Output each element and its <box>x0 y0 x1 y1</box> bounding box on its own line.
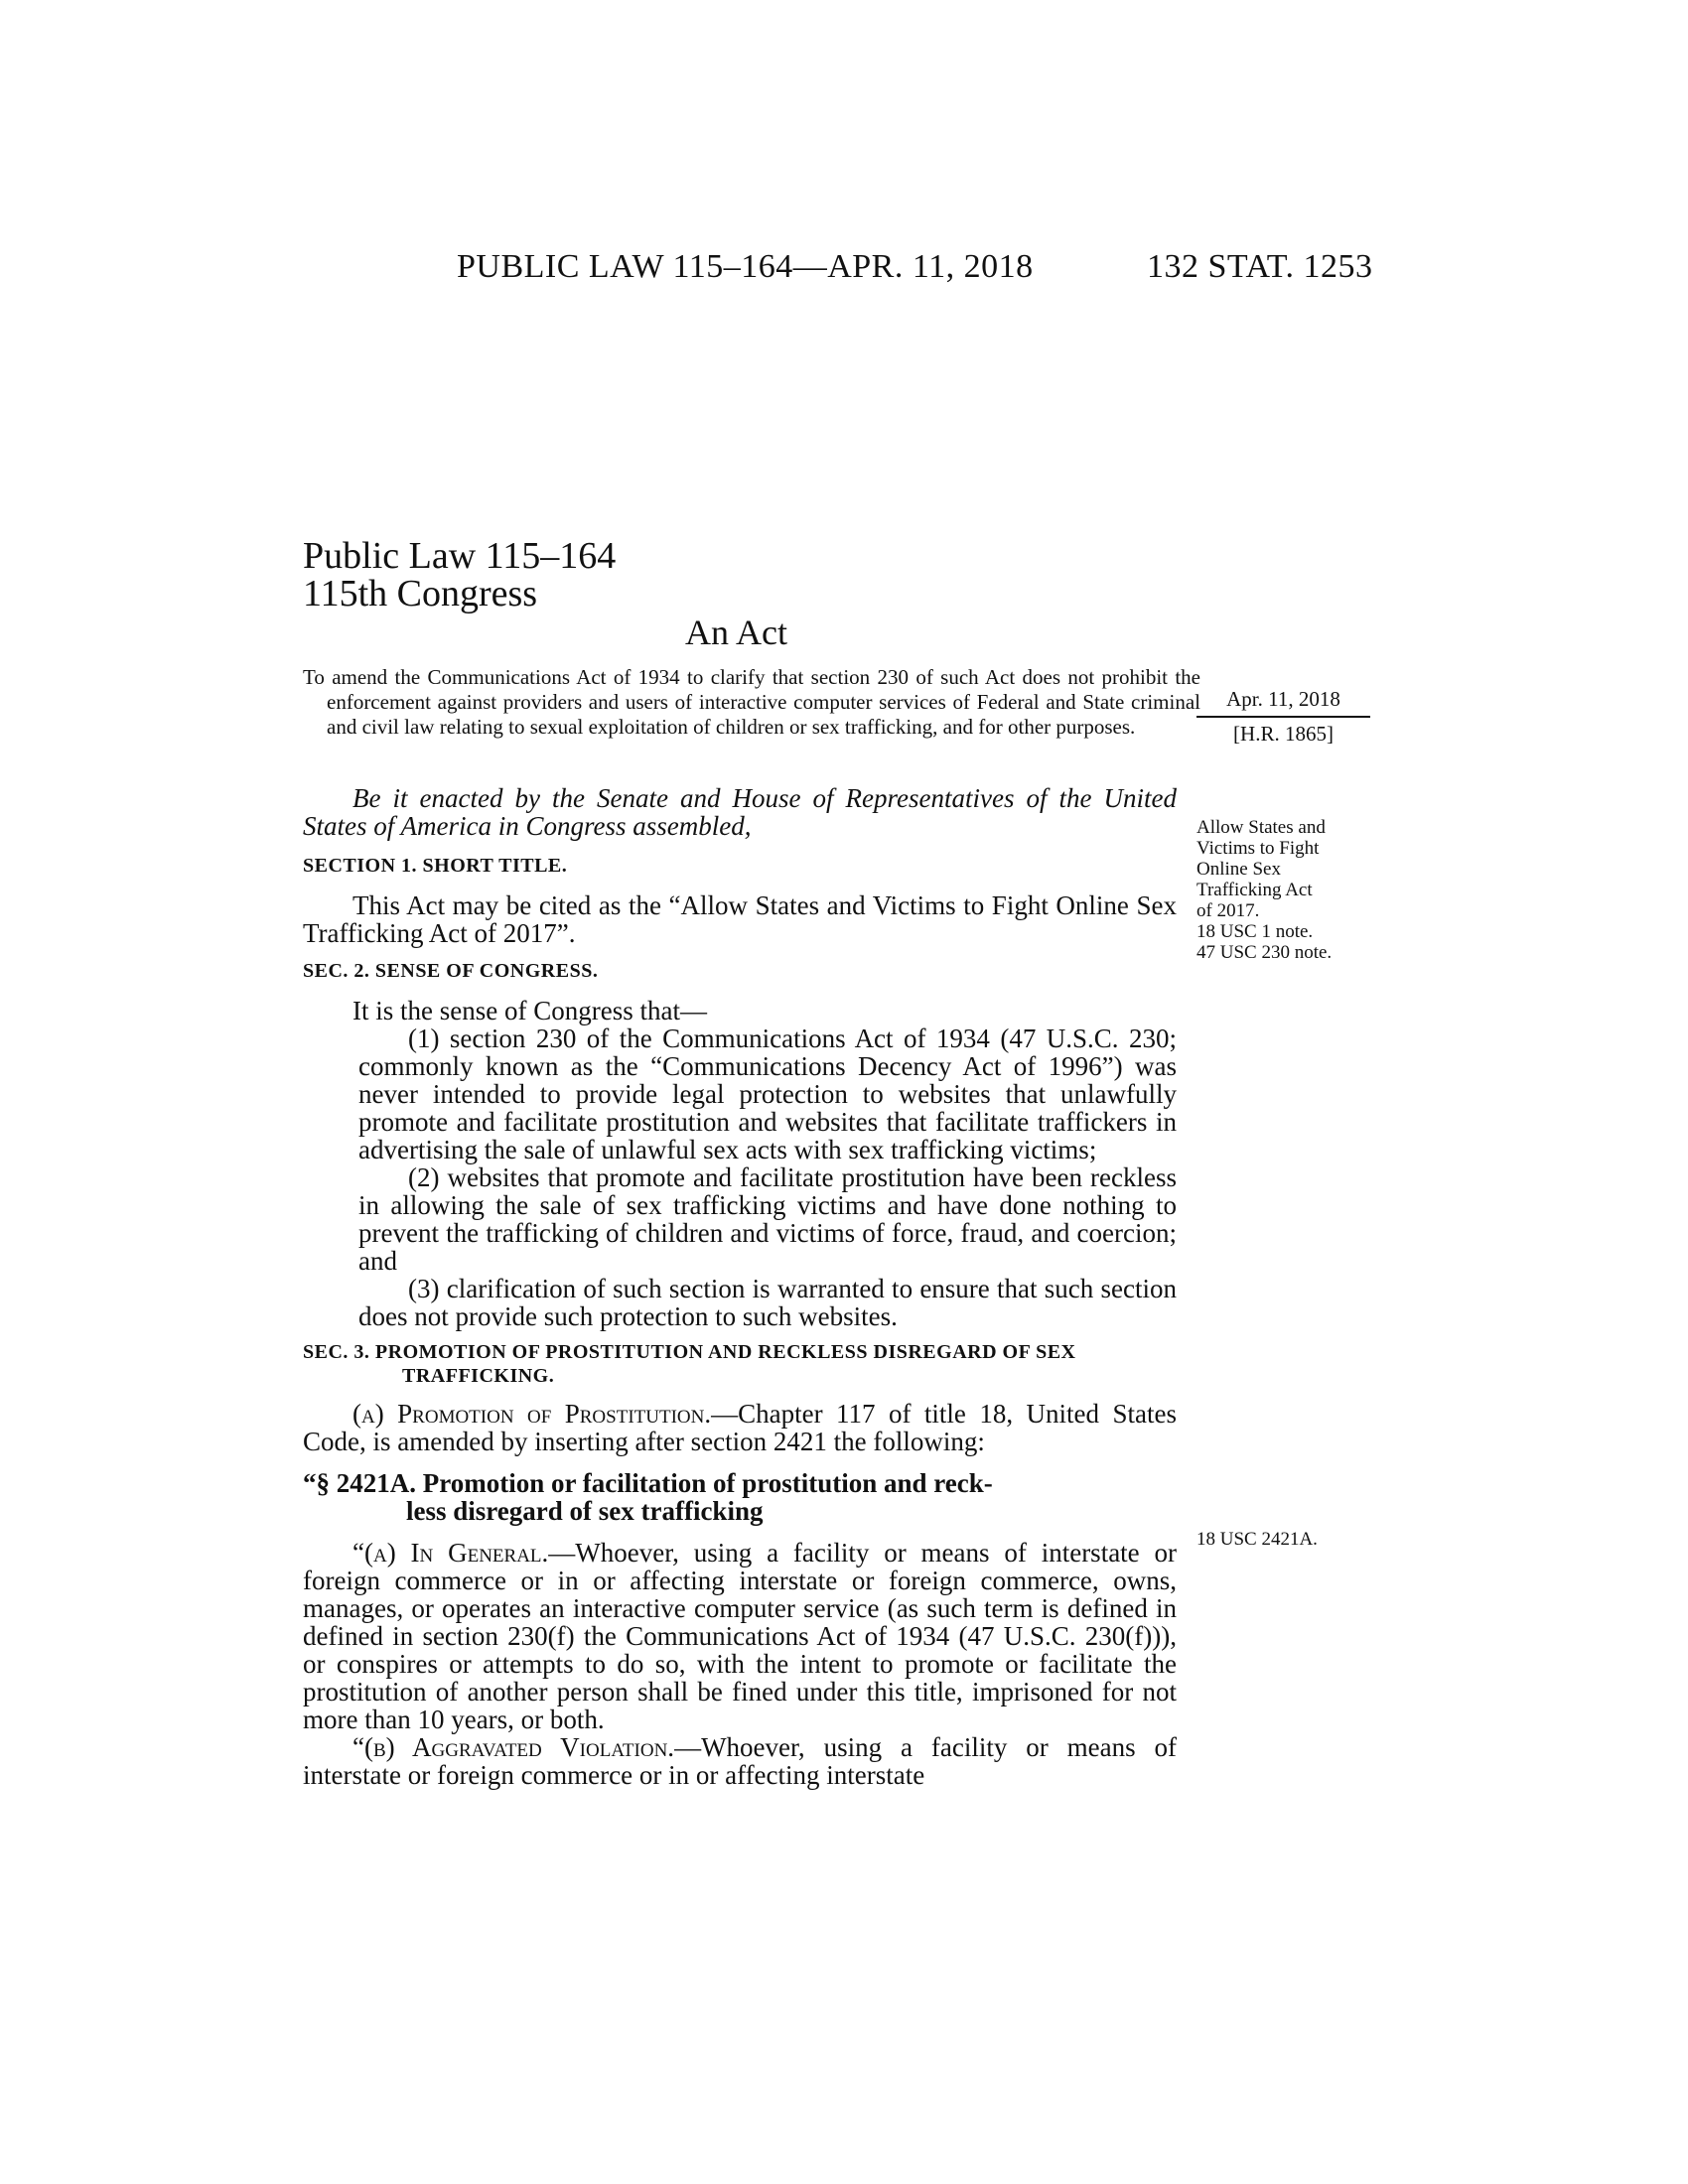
running-header-page: 132 STAT. 1253 <box>1147 248 1373 285</box>
section-3a-text: —Chapter 117 of title 18, United States Code, is amended by inserting after section 2421 the following: <box>303 1399 1177 1456</box>
new-section-heading <box>303 1469 1177 1525</box>
list-item: (3) clarification of such section is warranted to ensure that such section does not provide such protection to such websites. <box>358 1274 1177 1331</box>
margin-short-title-note <box>1196 817 1370 963</box>
subsection-a-label: “(a) In General. <box>352 1538 549 1568</box>
enacting-clause: Be it enacted by the Senate and House of Representatives of the United States of America in Congress assembled, <box>303 783 1177 841</box>
long-title: To amend the Communications Act of 1934 to clarify that section 230 of such Act does not prohibit the enforcement against providers and users of interactive computer services of Federal and State criminal and civil law relating to sexual exploitation of children or sex trafficking, and for other purposes. <box>303 665 1200 739</box>
section-3a-paragraph <box>303 1400 1177 1455</box>
margin-rule <box>1196 716 1370 718</box>
margin-note-line: 18 USC 1 note. <box>1196 921 1314 942</box>
margin-bill-number: [H.R. 1865] <box>1233 722 1334 746</box>
section-3a-label: (a) Promotion of Prostitution. <box>352 1399 712 1429</box>
margin-note-line: Online Sex <box>1196 859 1281 880</box>
section-1-text: This Act may be cited as the “Allow States and Victims to Fight Online Sex Trafficking Act of 2017”. <box>303 890 1177 948</box>
margin-usc-note: 18 USC 2421A. <box>1196 1529 1318 1550</box>
section-2-intro: It is the sense of Congress that— <box>352 996 707 1025</box>
margin-date: Apr. 11, 2018 <box>1226 687 1340 711</box>
section-2-heading: SEC. 2. SENSE OF CONGRESS. <box>303 960 599 982</box>
margin-note-line: Victims to Fight <box>1196 838 1320 859</box>
act-heading: An Act <box>685 613 787 652</box>
margin-note-line: of 2017. <box>1196 900 1260 921</box>
margin-note-line: Trafficking Act <box>1196 880 1313 900</box>
subsection-b-label: “(b) Aggravated Violation. <box>352 1732 675 1762</box>
section-1-heading: SECTION 1. SHORT TITLE. <box>303 855 568 877</box>
running-header-title: PUBLIC LAW 115–164—APR. 11, 2018 <box>457 248 1034 285</box>
congress-label: 115th Congress <box>303 573 538 614</box>
margin-note-line: Allow States and <box>1196 817 1326 838</box>
new-section-heading-line2: less disregard of sex trafficking <box>406 1496 764 1526</box>
margin-note-line: 47 USC 230 note. <box>1196 942 1333 963</box>
public-law-number: Public Law 115–164 <box>303 535 617 577</box>
subsection-b <box>303 1733 1177 1789</box>
body-text <box>303 784 1177 1789</box>
list-item: (2) websites that promote and facilitate prostitution have been reckless in allowing the sale of sex trafficking victims and have done nothing to prevent the trafficking of children and victims of force, fraud, and coercion; and <box>358 1162 1177 1276</box>
subsection-b-text: —Whoever, using a facility or means of interstate or foreign commerce or in or affecting interstate <box>303 1732 1177 1790</box>
new-section-heading-line1: “§ 2421A. Promotion or facilitation of prostitution and reck- <box>303 1468 993 1498</box>
subsection-a-text: —Whoever, using a facility or means of interstate or foreign commerce or in or affecting interstate or foreign commerce, owns, manages, or operates an interactive computer service (as such term is defined in defined in section 230(f) the Communications Act of 1934 (47 U.S.C. 230(f))), or conspires or attempts to do so, with the intent to promote or facilitate the prostitution of another person shall be fined under this title, imprisoned for not more than 10 years, or both. <box>303 1538 1177 1734</box>
margin-date-block <box>1196 687 1370 747</box>
section-3-heading: SEC. 3. PROMOTION OF PROSTITUTION AND RECKLESS DISREGARD OF SEX TRAFFICKING. <box>303 1341 1076 1387</box>
list-item: (1) section 230 of the Communications Act of 1934 (47 U.S.C. 230; commonly known as the “Communications Decency Act of 1996”) was never intended to provide legal protection to websites that unlawfully promote and facilitate prostitution and websites that facilitate traffickers in advertising the sale of unlawful sex acts with sex trafficking victims; <box>358 1024 1177 1164</box>
section-2-list <box>303 1024 1177 1330</box>
subsection-a <box>303 1539 1177 1733</box>
